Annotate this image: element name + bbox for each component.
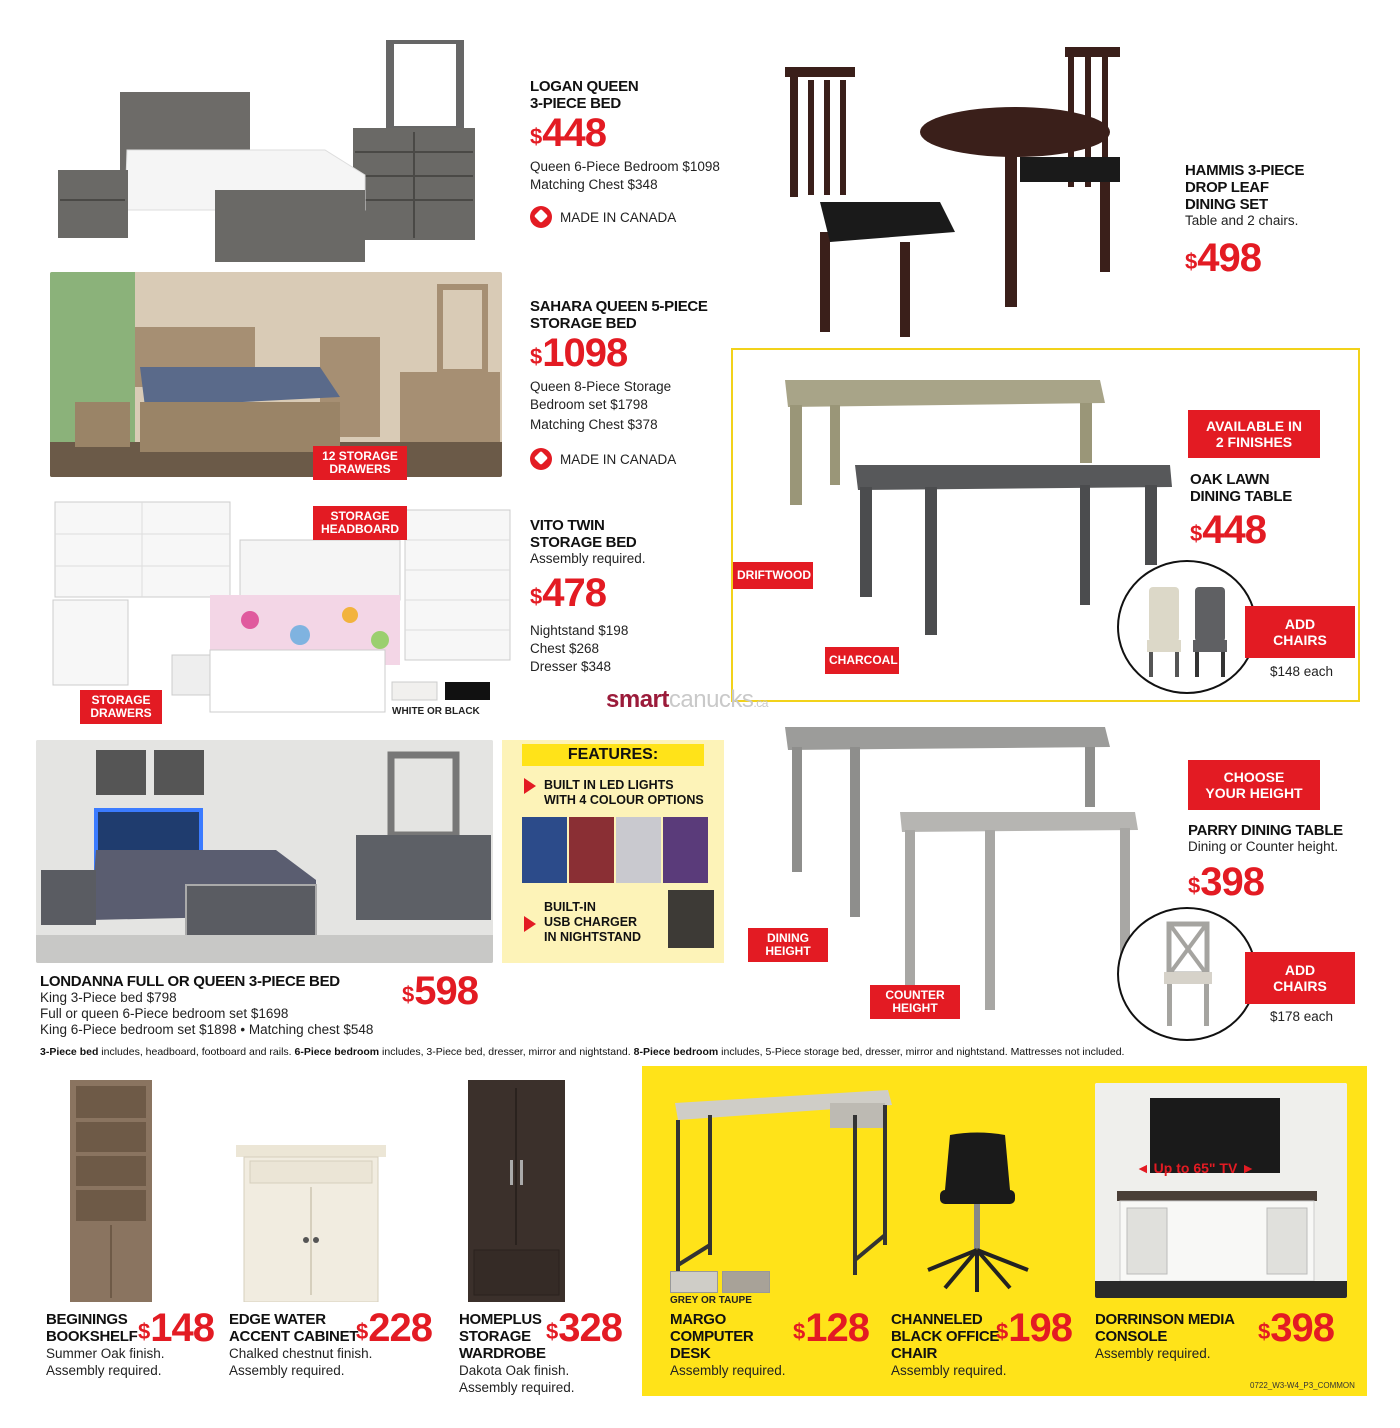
homeplus-price-value: 328 — [558, 1306, 622, 1350]
homeplus-line1: Dakota Oak finish. — [459, 1363, 570, 1378]
oak-lawn-name-line2: DINING TABLE — [1190, 488, 1292, 505]
dining-height-tag — [748, 928, 828, 962]
sahara-price: $1098 — [530, 331, 628, 375]
sahara-line2: Bedroom set $1798 — [530, 397, 648, 412]
bookshelf-illustration — [70, 1080, 152, 1302]
parry-price: $398 — [1188, 860, 1264, 904]
logan-made-in-canada — [530, 206, 750, 228]
vito-drawers-line1: STORAGE — [91, 693, 151, 707]
hammis-name-line3: DINING SET — [1185, 196, 1268, 213]
office-chair-image — [920, 1130, 1035, 1300]
led-blue-swatch — [522, 817, 567, 883]
londanna-bed-image — [36, 740, 493, 963]
hammis-image — [780, 42, 1150, 342]
dorrinson-name-line2: CONSOLE — [1095, 1328, 1168, 1345]
homeplus-name-line3: WARDROBE — [459, 1345, 546, 1362]
desk-illustration — [670, 1085, 895, 1285]
margo-price-value: 128 — [805, 1306, 869, 1350]
sahara-price-value: 1098 — [542, 331, 628, 375]
feature-led-line2: WITH 4 COLOUR OPTIONS — [544, 793, 704, 807]
parry-add-chairs-badge — [1245, 952, 1355, 1004]
parry-desc: Dining or Counter height. — [1188, 839, 1339, 854]
page-code: 0722_W3-W4_P3_COMMON — [1250, 1381, 1355, 1390]
margo-name-line2: COMPUTER — [670, 1328, 754, 1345]
londanna-name: LONDANNA FULL OR QUEEN 3-PIECE BED — [40, 973, 340, 990]
logan-line2: Matching Chest $348 — [530, 177, 658, 192]
beginings-name-line2: BOOKSHELF — [46, 1328, 138, 1345]
parry-chair-circle — [1117, 907, 1257, 1041]
margo-finish-swatches — [670, 1271, 770, 1293]
vito-info — [530, 517, 730, 676]
parry-info — [1188, 822, 1378, 903]
vito-assembly: Assembly required. — [530, 551, 646, 566]
sahara-line3: Matching Chest $378 — [530, 417, 658, 432]
channeled-line1: Assembly required. — [891, 1363, 1007, 1378]
vito-headboard-tag — [313, 506, 407, 540]
smartcanucks-watermark — [606, 686, 768, 714]
features-title: FEATURES: — [567, 746, 659, 763]
beginings-price: $148 — [138, 1306, 214, 1350]
oak-lawn-price-value: 448 — [1202, 508, 1266, 552]
oak-lawn-add-chairs-badge — [1245, 606, 1355, 658]
margo-desk-image — [670, 1085, 895, 1285]
edge-water-price-value: 228 — [368, 1306, 432, 1350]
bedroom-illustration — [50, 272, 502, 477]
bed-illustration — [55, 40, 475, 265]
oak-lawn-info — [1190, 471, 1350, 551]
logan-line1: Queen 6-Piece Bedroom $1098 — [530, 159, 720, 174]
edge-water-price: $228 — [356, 1306, 432, 1350]
dorrinson-name-line1: DORRINSON MEDIA — [1095, 1311, 1235, 1328]
feature-led-text — [544, 778, 704, 808]
margo-name-line3: DESK — [670, 1345, 711, 1362]
oak-lawn-chairs-circle — [1117, 560, 1257, 694]
homeplus-price: $328 — [546, 1306, 622, 1350]
feature-usb-line2: USB CHARGER — [544, 915, 638, 929]
counter-height-tag — [870, 985, 960, 1019]
footnote-bold-3: 8-Piece bedroom — [633, 1046, 719, 1058]
feature-usb-line1: BUILT-IN — [544, 900, 596, 914]
tv-size-label — [1128, 1160, 1263, 1176]
margo-finish-label: GREY OR TAUPE — [670, 1295, 752, 1306]
logan-name-line2: 3-PIECE BED — [530, 95, 621, 112]
logan-bed-image — [55, 40, 475, 265]
logan-info — [530, 78, 750, 228]
hammis-price: $498 — [1185, 236, 1261, 280]
vito-drawers-tag — [80, 690, 162, 724]
charcoal-tag — [825, 647, 899, 674]
oak-lawn-add-line2: CHAIRS — [1273, 632, 1327, 648]
channeled-name-line3: CHAIR — [891, 1345, 937, 1362]
dining-set-illustration — [780, 42, 1150, 342]
oak-lawn-chair-price: $148 each — [1270, 664, 1334, 679]
watermark-smart: smart — [606, 686, 669, 713]
led-purple-swatch — [663, 817, 708, 883]
oak-lawn-badge-line2: 2 FINISHES — [1215, 434, 1293, 450]
londanna-info — [40, 973, 440, 1038]
londanna-line1: King 3-Piece bed $798 — [40, 990, 177, 1005]
office-chair-illustration — [920, 1130, 1035, 1300]
kids-bedroom-illustration — [50, 500, 515, 715]
maple-leaf-icon — [530, 448, 552, 470]
vito-drawers-line2: DRAWERS — [90, 706, 152, 720]
vito-line3: Dresser $348 — [530, 659, 612, 674]
vito-line2: Chest $268 — [530, 641, 600, 656]
wardrobe-illustration — [468, 1080, 565, 1302]
hammis-desc: Table and 2 chairs. — [1185, 213, 1299, 228]
feature-usb-line3: IN NIGHTSTAND — [544, 930, 641, 944]
features-panel — [502, 740, 724, 963]
parry-add-line2: CHAIRS — [1273, 978, 1327, 994]
homeplus-name-line2: STORAGE — [459, 1328, 531, 1345]
margo-price: $128 — [793, 1306, 869, 1350]
channeled-name-line1: CHANNELED — [891, 1311, 983, 1328]
hammis-price-value: 498 — [1197, 236, 1261, 280]
hammis-info — [1185, 162, 1375, 279]
footnote-bold-2: 6-Piece bedroom — [294, 1046, 380, 1058]
edge-water-line1: Chalked chestnut finish. — [229, 1346, 373, 1361]
margo-line1: Assembly required. — [670, 1363, 786, 1378]
vito-headboard-line1: STORAGE — [330, 509, 390, 523]
vito-finish-label: WHITE OR BLACK — [392, 706, 480, 717]
logan-price-value: 448 — [542, 111, 606, 155]
edge-water-line2: Assembly required. — [229, 1363, 345, 1378]
cabinet-illustration — [236, 1145, 386, 1302]
media-console-image — [1095, 1083, 1347, 1298]
x-back-chair-illustration — [1119, 909, 1255, 1039]
right-arrow-icon: ► — [1237, 1160, 1256, 1176]
dorrinson-price: $398 — [1258, 1306, 1334, 1350]
chairs-illustration — [1119, 562, 1255, 692]
bookshelf-image — [70, 1080, 152, 1302]
vito-line1: Nightstand $198 — [530, 623, 629, 638]
sahara-info — [530, 298, 750, 470]
footnote-bold-1: 3-Piece bed — [40, 1046, 99, 1058]
taupe-swatch — [722, 1271, 770, 1293]
features-title-bar — [522, 744, 704, 766]
media-console-illustration — [1095, 1083, 1347, 1298]
edge-water-name-line1: EDGE WATER — [229, 1311, 326, 1328]
vito-price: $478 — [530, 571, 606, 615]
wardrobe-image — [468, 1080, 565, 1302]
dining-height-line1: DINING — [767, 931, 809, 945]
led-bedroom-illustration — [36, 740, 493, 963]
parry-chair-price: $178 each — [1270, 1009, 1334, 1024]
parry-tables-illustration — [780, 722, 1140, 1012]
parry-height-badge — [1188, 760, 1320, 810]
londanna-price-value: 598 — [414, 969, 478, 1013]
parry-badge-line1: CHOOSE — [1223, 769, 1285, 785]
oak-lawn-name-line1: OAK LAWN — [1190, 471, 1270, 488]
londanna-price: $598 — [402, 969, 478, 1013]
londanna-line3: King 6-Piece bedroom set $1898 • Matching chest $548 — [40, 1022, 374, 1037]
sahara-tag-line1: 12 STORAGE — [322, 449, 398, 463]
homeplus-name-line1: HOMEPLUS — [459, 1311, 542, 1328]
channeled-price-value: 198 — [1008, 1306, 1072, 1350]
feature-usb-arrow-icon — [524, 916, 536, 932]
oak-lawn-finishes-badge — [1188, 410, 1320, 458]
edge-water-name-line2: ACCENT CABINET — [229, 1328, 359, 1345]
sahara-made-label: MADE IN CANADA — [560, 451, 677, 467]
vito-name-line1: VITO TWIN — [530, 517, 605, 534]
sahara-line1: Queen 8-Piece Storage — [530, 379, 672, 394]
vito-price-value: 478 — [542, 571, 606, 615]
channeled-name-line2: BLACK OFFICE — [891, 1328, 1000, 1345]
bedroom-footnote — [40, 1046, 1370, 1059]
oak-lawn-price: $448 — [1190, 508, 1266, 552]
feature-usb-text — [544, 900, 641, 945]
footnote-text-1: includes, headboard, footboard and rails. — [98, 1046, 295, 1058]
sahara-tag-line2: DRAWERS — [329, 462, 391, 476]
beginings-line2: Assembly required. — [46, 1363, 162, 1378]
hammis-name-line1: HAMMIS 3-PIECE — [1185, 162, 1305, 179]
charcoal-label: CHARCOAL — [829, 653, 898, 667]
parry-name: PARRY DINING TABLE — [1188, 822, 1343, 839]
vito-name-line2: STORAGE BED — [530, 534, 637, 551]
vito-headboard-line2: HEADBOARD — [321, 522, 399, 536]
parry-tables-image — [780, 722, 1140, 1012]
led-white-swatch — [616, 817, 661, 883]
beginings-price-value: 148 — [150, 1306, 214, 1350]
beginings-name-line1: BEGININGS — [46, 1311, 128, 1328]
accent-cabinet-image — [236, 1145, 386, 1302]
usb-charger-photo — [668, 890, 714, 948]
dorrinson-info — [1095, 1311, 1265, 1362]
watermark-ca: .ca — [753, 696, 768, 710]
dining-height-line2: HEIGHT — [765, 944, 811, 958]
margo-name-line1: MARGO — [670, 1311, 726, 1328]
channeled-price: $198 — [996, 1306, 1072, 1350]
led-colour-swatches — [522, 817, 708, 883]
tv-size-text: Up to 65" TV — [1153, 1160, 1238, 1176]
beginings-line1: Summer Oak finish. — [46, 1346, 165, 1361]
sahara-bed-image — [50, 272, 502, 477]
footnote-text-3: includes, 5-Piece storage bed, dresser, mirror and nightstand. Mattresses not included. — [718, 1046, 1125, 1058]
homeplus-line2: Assembly required. — [459, 1380, 575, 1395]
feature-led-line1: BUILT IN LED LIGHTS — [544, 778, 674, 792]
hammis-name-line2: DROP LEAF — [1185, 179, 1269, 196]
londanna-line2: Full or queen 6-Piece bedroom set $1698 — [40, 1006, 289, 1021]
driftwood-label: DRIFTWOOD — [737, 568, 811, 582]
driftwood-tag — [733, 562, 813, 589]
grey-swatch — [670, 1271, 718, 1293]
watermark-canucks: canucks — [668, 686, 754, 713]
logan-made-label: MADE IN CANADA — [560, 209, 677, 225]
dorrinson-line1: Assembly required. — [1095, 1346, 1211, 1361]
logan-name-line1: LOGAN QUEEN — [530, 78, 639, 95]
sahara-name-line2: STORAGE BED — [530, 315, 637, 332]
sahara-name-line1: SAHARA QUEEN 5-PIECE — [530, 298, 708, 315]
parry-price-value: 398 — [1200, 860, 1264, 904]
led-red-swatch — [569, 817, 614, 883]
dorrinson-price-value: 398 — [1270, 1306, 1334, 1350]
parry-add-line1: ADD — [1284, 962, 1316, 978]
footnote-text-2: includes, 3-Piece bed, dresser, mirror and nightstand. — [379, 1046, 634, 1058]
left-arrow-icon: ◄ — [1135, 1160, 1154, 1176]
oak-lawn-badge-line1: AVAILABLE IN — [1206, 418, 1302, 434]
sahara-storage-tag — [313, 446, 407, 480]
maple-leaf-icon — [530, 206, 552, 228]
vito-bed-image — [50, 500, 515, 715]
oak-lawn-add-line1: ADD — [1284, 616, 1316, 632]
feature-led-arrow-icon — [524, 778, 536, 794]
parry-badge-line2: YOUR HEIGHT — [1205, 785, 1303, 801]
counter-height-line1: COUNTER — [885, 988, 945, 1002]
logan-price: $448 — [530, 111, 606, 155]
sahara-made-in-canada — [530, 448, 750, 470]
counter-height-line2: HEIGHT — [892, 1001, 938, 1015]
